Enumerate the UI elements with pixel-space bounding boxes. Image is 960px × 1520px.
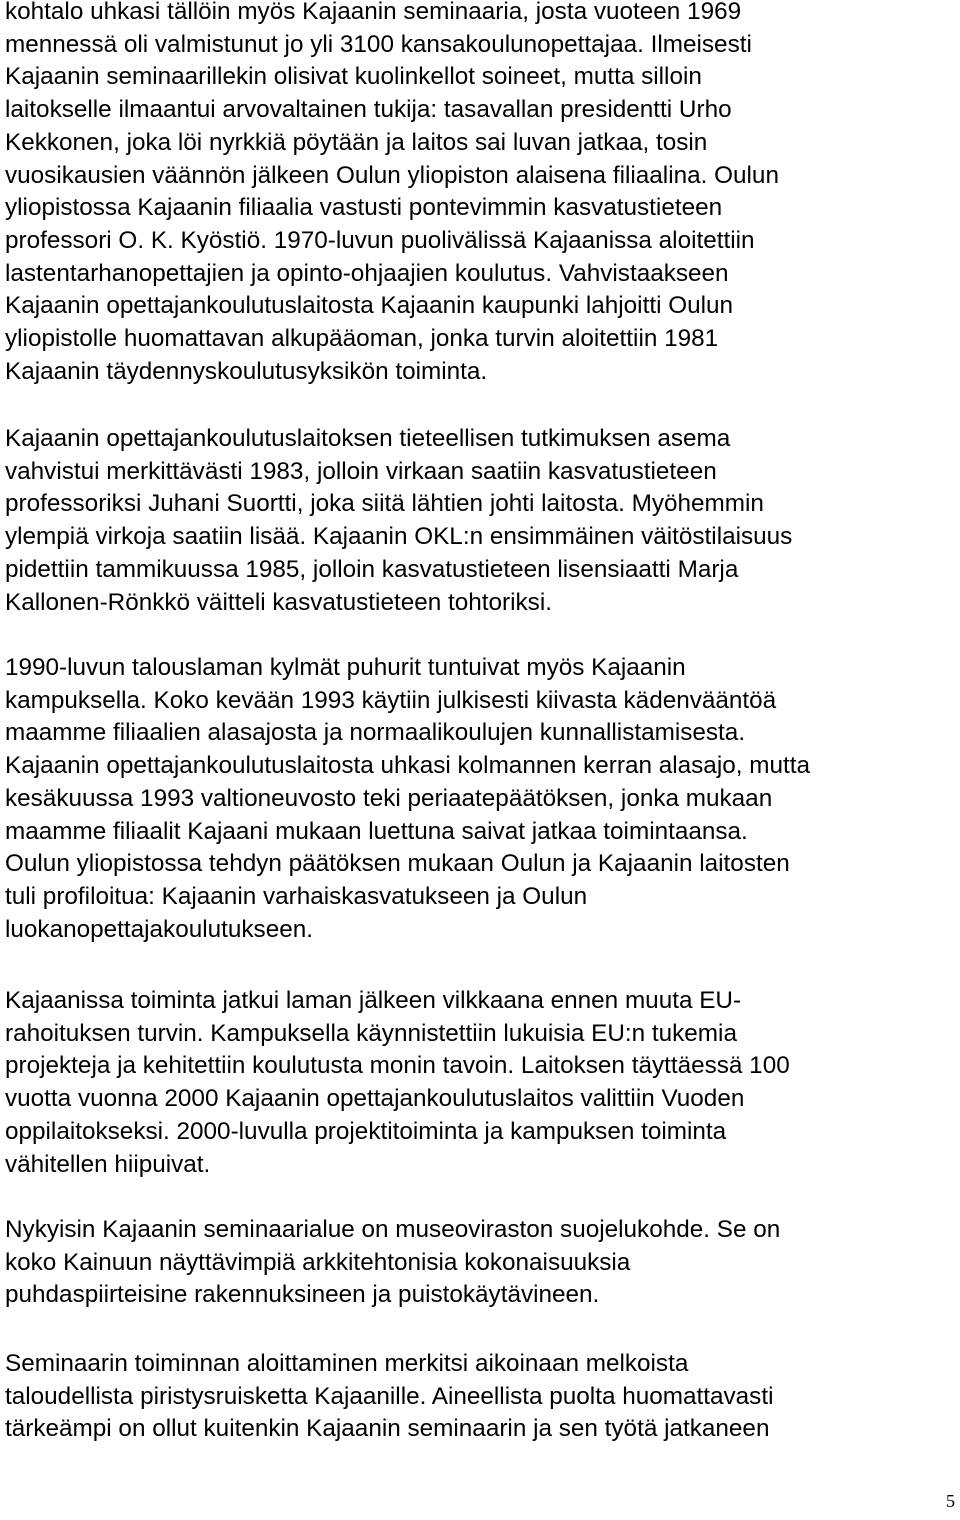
paragraph-economic-impact: Seminaarin toiminnan aloittaminen merkitsi aikoinaan melkoista taloudellista piristysruisketta Kajaanille. Aineellista puolta huomattavasti tärkeämpi on ollut kuitenkin Kajaanin seminaarin ja sen työtä jatkaneen [5, 1350, 774, 1443]
page-number: 5 [946, 1491, 955, 1511]
paragraph-recession-1990s: 1990-luvun talouslaman kylmät puhurit tuntuivat myös Kajaanin kampuksella. Koko kevään 1993 käytiin julkisesti kiivasta kädenvääntöä maamme filiaalien alasajosta ja normaalikoulujen kunnallistamisesta. Kajaanin opettajankoulutuslaitosta uhkasi kolmannen kerran alasajo, mutta kesäkuussa 1993 valtioneuvosto teki periaatepäätöksen, jonka mukaan maamme filiaalit Kajaani mukaan luettuna saivat jatkaa toimintaansa. Oulun yliopistossa tehdyn päätöksen mukaan Oulun ja Kajaanin laitosten tuli profiloitua: Kajaanin varhaiskasvatukseen ja Oulun luokanopettajakoulutukseen. [5, 654, 811, 943]
paragraph-research-status: Kajaanin opettajankoulutuslaitoksen tieteellisen tutkimuksen asema vahvistui merkittävästi 1983, jolloin virkaan saatiin kasvatustieteen professoriksi Juhani Suortti, joka siitä lähtien johti laitosta. Myöhemmin ylempiä virkoja saatiin lisää. Kajaanin OKL:n ensimmäinen väitöstilaisuus pidettiin tammikuussa 1985, jolloin kasvatustieteen lisensiaatti Marja Kallonen-Rönkkö väitteli kasvatustieteen tohtoriksi. [5, 425, 793, 616]
paragraph-eu-funding: Kajaanissa toiminta jatkui laman jälkeen vilkkaana ennen muuta EU- rahoituksen turvin. Kampuksella käynnistettiin lukuisia EU:n tukemia projekteja ja kehitettiin koulutusta monin tavoin. Laitoksen täyttäessä 100 vuotta vuonna 2000 Kajaanin opettajankoulutuslaitos valittiin Vuoden oppilaitokseksi. 2000-luvulla projektitoiminta ja kampuksen toiminta vähitellen hiipuivat. [5, 987, 790, 1178]
paragraph-protected-area: Nykyisin Kajaanin seminaarialue on museoviraston suojelukohde. Se on koko Kainuun näyttävimpiä arkkitehtonisia kokonaisuuksia puhdaspiirteisine rakennuksineen ja puistokäytävineen. [5, 1216, 781, 1309]
paragraph-seminary-history: kohtalo uhkasi tällöin myös Kajaanin seminaaria, josta vuoteen 1969 mennessä oli valmistunut jo yli 3100 kansakoulunopettajaa. Ilmeisesti Kajaanin seminaarillekin olisivat kuolinkellot soineet, mutta silloin laitokselle ilmaantui arvovaltainen tukija: tasavallan presidentti Urho Kekkonen, joka löi nyrkkiä pöytään ja laitos sai luvan jatkaa, tosin vuosikausien väännön jälkeen Oulun yliopiston alaisena filiaalina. Oulun yliopistossa Kajaanin filiaalia vastusti pontevimmin kasvatustieteen professori O. K. Kyöstiö. 1970-luvun puolivälissä Kajaanissa aloitettiin lastentarhanopettajien ja opinto-ohjaajien koulutus. Vahvistaakseen Kajaanin opettajankoulutuslaitosta Kajaanin kaupunki lahjoitti Oulun yliopistolle huomattavan alkupääoman, jonka turvin aloitettiin 1981 Kajaanin täydennyskoulutusyksikön toiminta. [5, 0, 779, 385]
